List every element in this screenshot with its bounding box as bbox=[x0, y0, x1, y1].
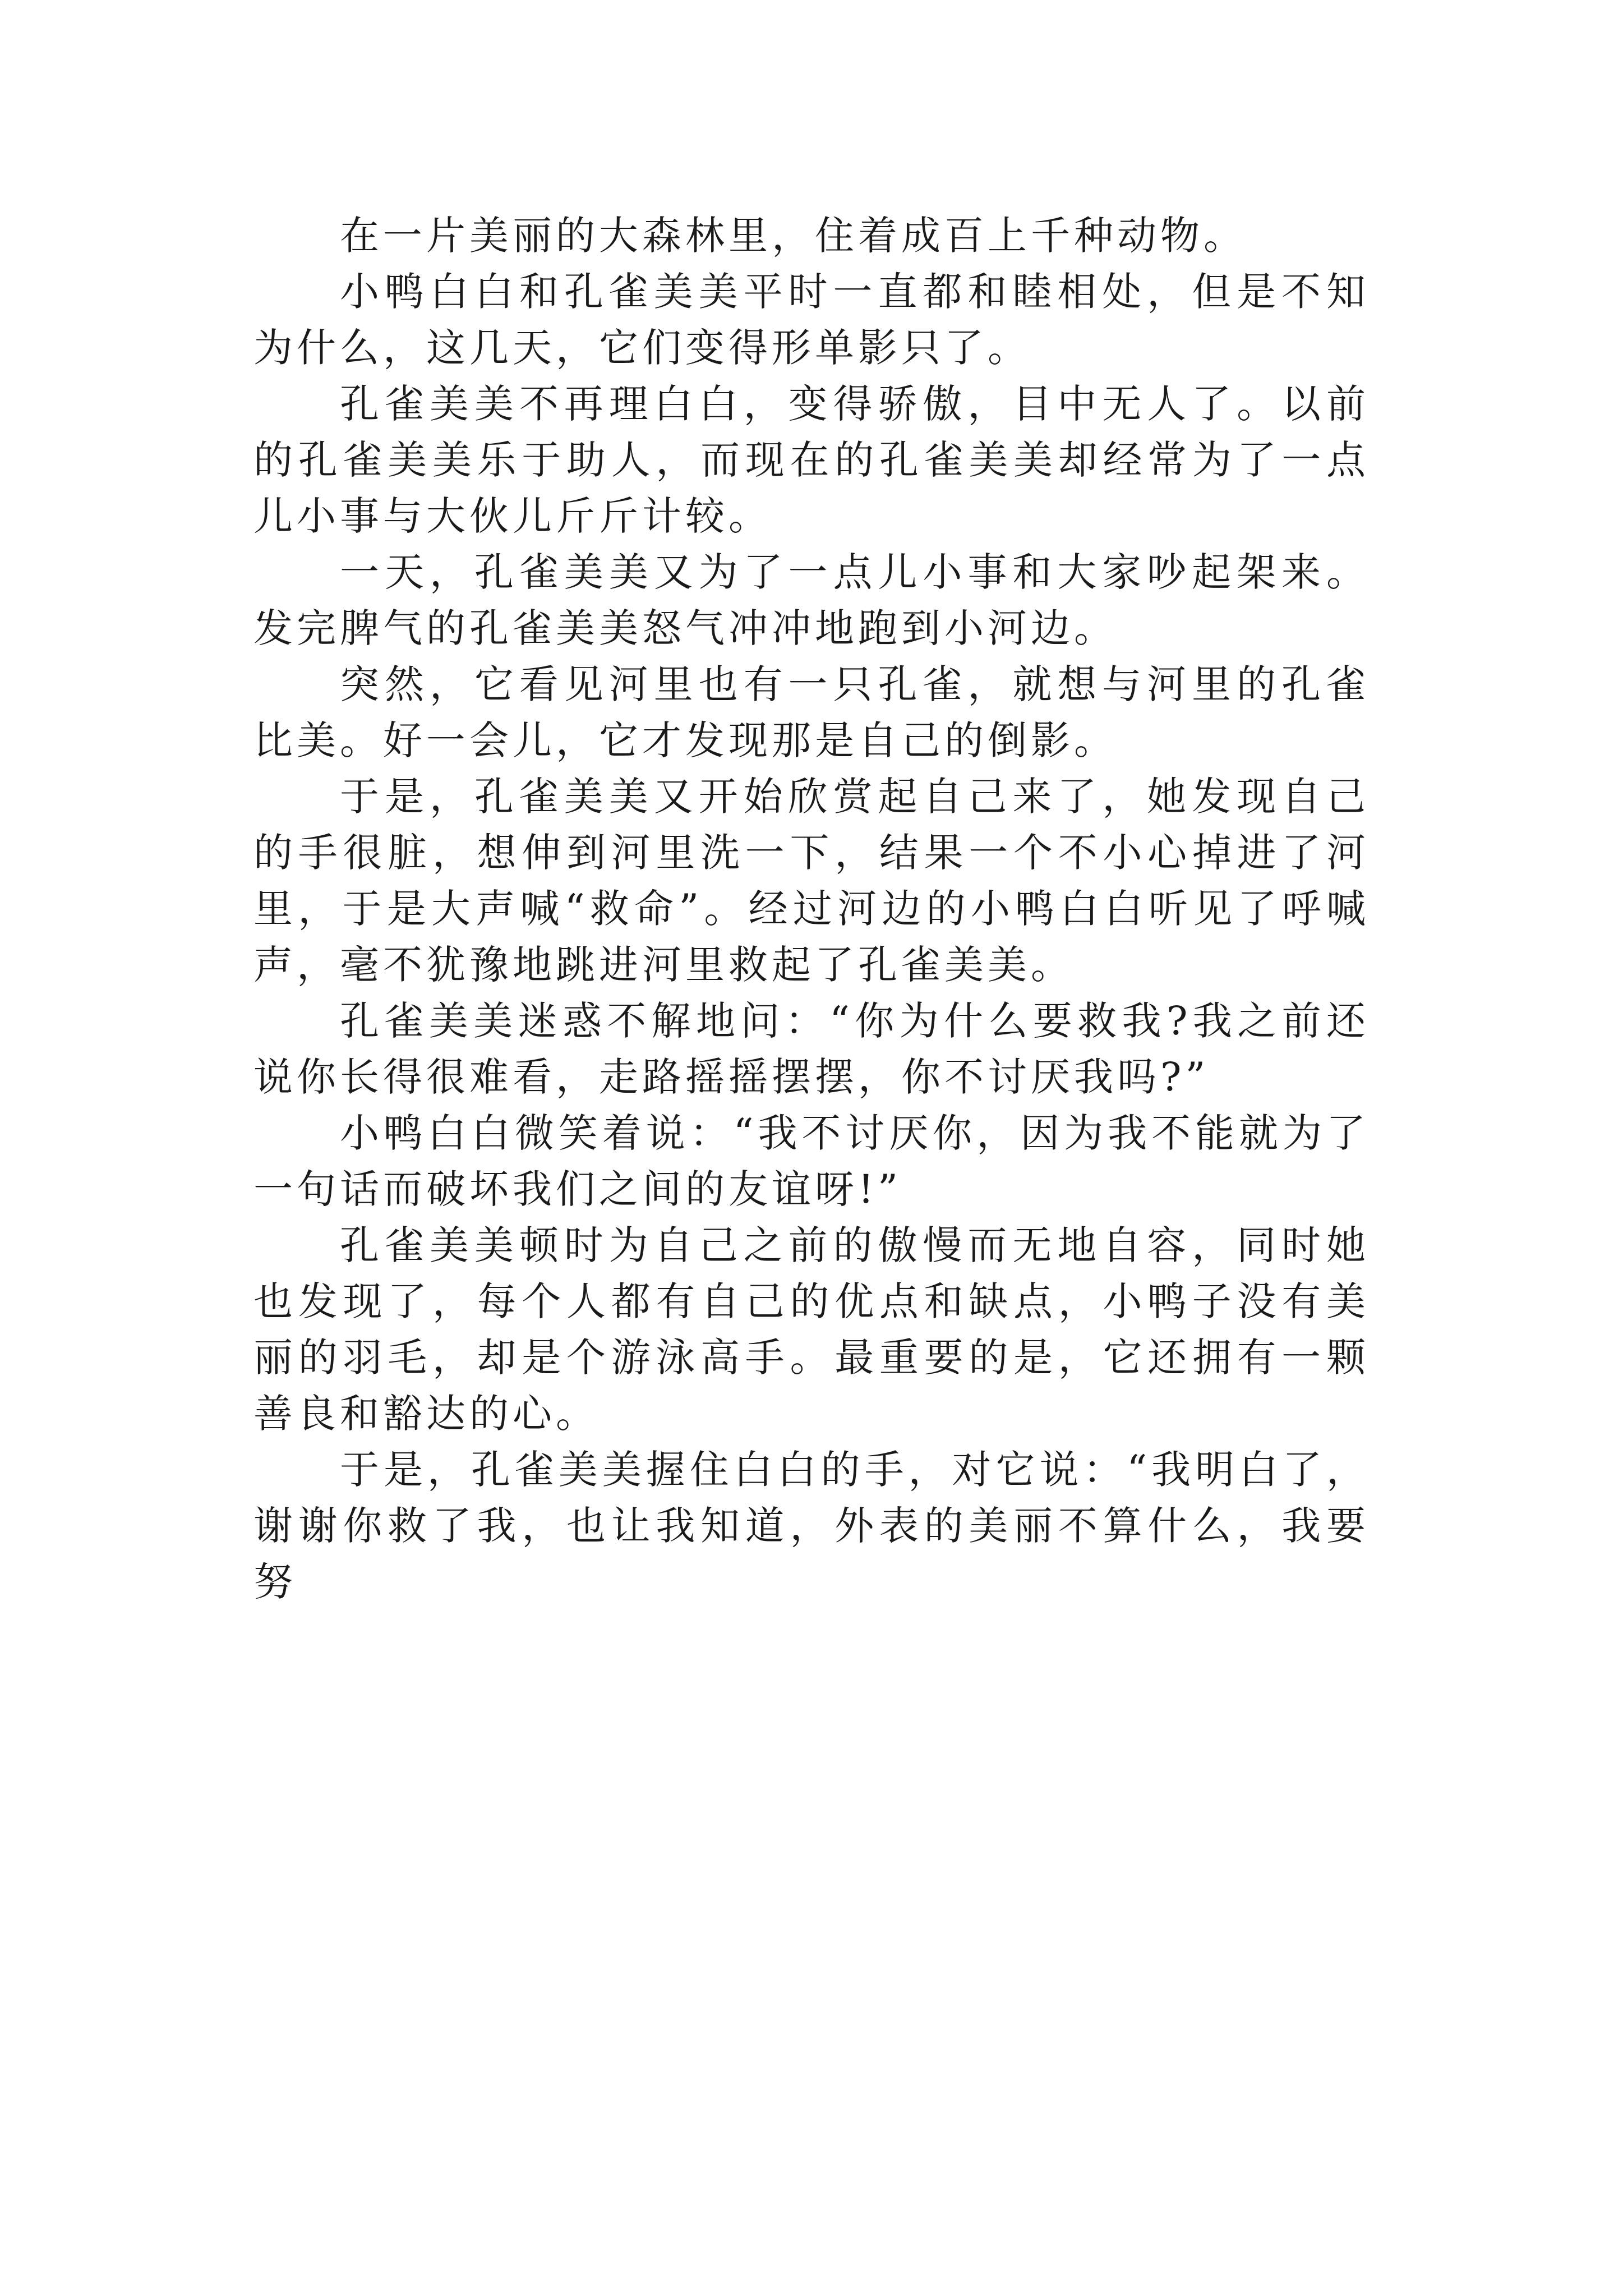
paragraph: 小鸭白白和孔雀美美平时一直都和睦相处，但是不知为什么，这几天，它们变得形单影只了。 bbox=[253, 269, 1370, 371]
paragraph: 于是，孔雀美美又开始欣赏起自己来了，她发现自己的手很脏，想伸到河里洗一下，结果一个不小心掉进了河里，于是大声喊“救命”。经过河边的小鸭白白听见了呼喊声，毫不犹豫地跳进河里救起了孔雀美美。 bbox=[253, 774, 1370, 988]
paragraph: 一天，孔雀美美又为了一点儿小事和大家吵起架来。发完脾气的孔雀美美怒气冲冲地跑到小河边。 bbox=[253, 549, 1370, 651]
paragraph: 孔雀美美不再理白白，变得骄傲，目中无人了。以前的孔雀美美乐于助人，而现在的孔雀美美却经常为了一点儿小事与大伙儿斤斤计较。 bbox=[253, 381, 1370, 539]
paragraph: 突然，它看见河里也有一只孔雀，就想与河里的孔雀比美。好一会儿，它才发现那是自己的倒影。 bbox=[253, 661, 1370, 763]
paragraph: 在一片美丽的大森林里，住着成百上千种动物。 bbox=[340, 213, 1247, 259]
story-text bbox=[253, 208, 1370, 1610]
paragraph: 孔雀美美迷惑不解地问：“你为什么要救我?我之前还说你长得很难看，走路摇摇摆摆，你不讨厌我吗?” bbox=[253, 998, 1370, 1100]
paragraph: 小鸭白白微笑着说：“我不讨厌你，因为我不能就为了一句话而破坏我们之间的友谊呀!” bbox=[253, 1110, 1370, 1212]
paragraph: 孔雀美美顿时为自己之前的傲慢而无地自容，同时她也发现了，每个人都有自己的优点和缺点，小鸭子没有美丽的羽毛，却是个游泳高手。最重要的是，它还拥有一颗善良和豁达的心。 bbox=[253, 1222, 1370, 1437]
paragraph: 于是，孔雀美美握住白白的手，对它说：“我明白了，谢谢你救了我，也让我知道，外表的美丽不算什么，我要努 bbox=[253, 1447, 1370, 1605]
